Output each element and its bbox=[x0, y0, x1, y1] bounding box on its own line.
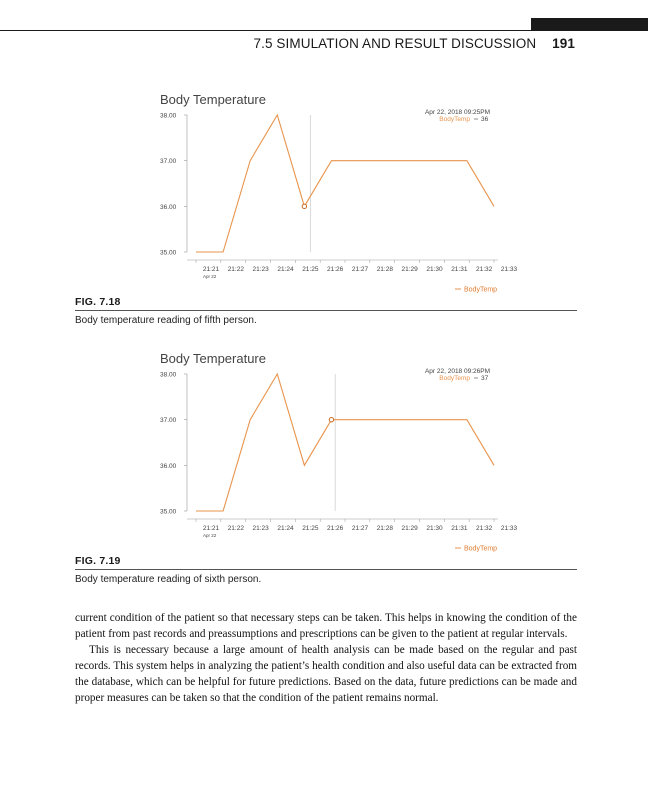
x-tick-label: 21:22 bbox=[227, 525, 244, 532]
tooltip-series-name: BodyTemp bbox=[439, 116, 470, 123]
x-tick-label: 21:23 bbox=[252, 525, 269, 532]
x-tick-label: 21:28 bbox=[376, 525, 393, 532]
x-tick-label: 21:30 bbox=[426, 266, 443, 273]
chart-title: Body Temperature bbox=[160, 92, 266, 107]
y-tick-label: 38.00 bbox=[160, 371, 177, 379]
tooltip-series-name: BodyTemp bbox=[439, 375, 470, 382]
x-tick-label: 21:24 bbox=[277, 266, 294, 273]
legend-label: BodyTemp bbox=[464, 286, 498, 294]
section-title: 7.5 SIMULATION AND RESULT DISCUSSION bbox=[253, 36, 537, 51]
x-tick-label: 21:27 bbox=[351, 266, 369, 273]
y-tick-label: 35.00 bbox=[160, 508, 177, 516]
figure-label-1: FIG. 7.18 bbox=[75, 296, 121, 308]
x-tick-label: 21:26 bbox=[327, 525, 344, 532]
figure-rule-2 bbox=[75, 569, 577, 570]
x-tick-label: 21:27 bbox=[351, 525, 369, 532]
x-tick-label: 21:32 bbox=[476, 266, 493, 273]
x-tick-label: 21:31 bbox=[451, 525, 468, 532]
x-tick-label: 21:31 bbox=[451, 266, 468, 273]
y-tick-label: 38.00 bbox=[160, 112, 177, 120]
x-tick-label: 21:23 bbox=[252, 266, 269, 273]
y-tick-label: 36.00 bbox=[160, 203, 177, 211]
figure-caption-1: Body temperature reading of fifth person. bbox=[75, 315, 257, 326]
x-tick-label: 21:32 bbox=[476, 525, 493, 532]
tooltip-value: 36 bbox=[481, 116, 489, 123]
x-tick-label: 21:25 bbox=[302, 525, 319, 532]
figure-label-2: FIG. 7.19 bbox=[75, 555, 121, 567]
highlighted-data-point bbox=[302, 204, 306, 208]
tooltip-value: 37 bbox=[481, 375, 489, 382]
paragraph-1: current condition of the patient so that necessary steps can be taken. This helps in knowing the condition of the patient from past records and preassumptions and prescriptions can be given to the patient at regular intervals. bbox=[75, 612, 577, 640]
y-tick-label: 37.00 bbox=[160, 417, 177, 425]
series-line-bodytemp bbox=[196, 115, 494, 252]
chart-title: Body Temperature bbox=[160, 351, 266, 366]
x-date-sublabel: Apr 22 bbox=[203, 274, 217, 279]
x-tick-label: 21:33 bbox=[500, 525, 518, 532]
series-line-bodytemp bbox=[196, 374, 494, 511]
tooltip-date: Apr 22, 2018 09:26PM bbox=[424, 368, 490, 375]
x-tick-label: 21:33 bbox=[500, 266, 518, 273]
x-tick-label: 21:26 bbox=[327, 266, 344, 273]
page-number: 191 bbox=[552, 36, 575, 51]
x-tick-label: 21:21 bbox=[202, 266, 220, 273]
x-tick-label: 21:21 bbox=[202, 525, 220, 532]
tooltip-date: Apr 22, 2018 09:25PM bbox=[424, 109, 490, 116]
figure-caption-2: Body temperature reading of sixth person. bbox=[75, 574, 262, 585]
y-tick-label: 36.00 bbox=[160, 462, 177, 470]
highlighted-data-point bbox=[329, 417, 333, 421]
chart-2-svg bbox=[0, 259, 648, 569]
body-text bbox=[75, 610, 577, 706]
x-tick-label: 21:30 bbox=[426, 525, 443, 532]
x-tick-label: 21:28 bbox=[376, 266, 393, 273]
y-tick-label: 37.00 bbox=[160, 158, 177, 166]
paragraph-2: This is necessary because a large amount of health analysis can be made based on the regular and past records. This system helps in analyzing the patient’s health condition and also useful data can be extracted from the database, which can be helpful for future predictions. Based on the data, future predictions can be made and proper measures can be taken so that the condition of the patient remains normal. bbox=[75, 644, 577, 704]
y-tick-label: 35.00 bbox=[160, 249, 177, 257]
x-tick-label: 21:29 bbox=[401, 525, 418, 532]
body-temperature-chart-2 bbox=[0, 259, 648, 569]
x-tick-label: 21:29 bbox=[401, 266, 418, 273]
x-date-sublabel: Apr 22 bbox=[203, 533, 217, 538]
legend-label: BodyTemp bbox=[464, 545, 498, 553]
x-tick-label: 21:25 bbox=[302, 266, 319, 273]
x-tick-label: 21:22 bbox=[227, 266, 244, 273]
x-tick-label: 21:24 bbox=[277, 525, 294, 532]
